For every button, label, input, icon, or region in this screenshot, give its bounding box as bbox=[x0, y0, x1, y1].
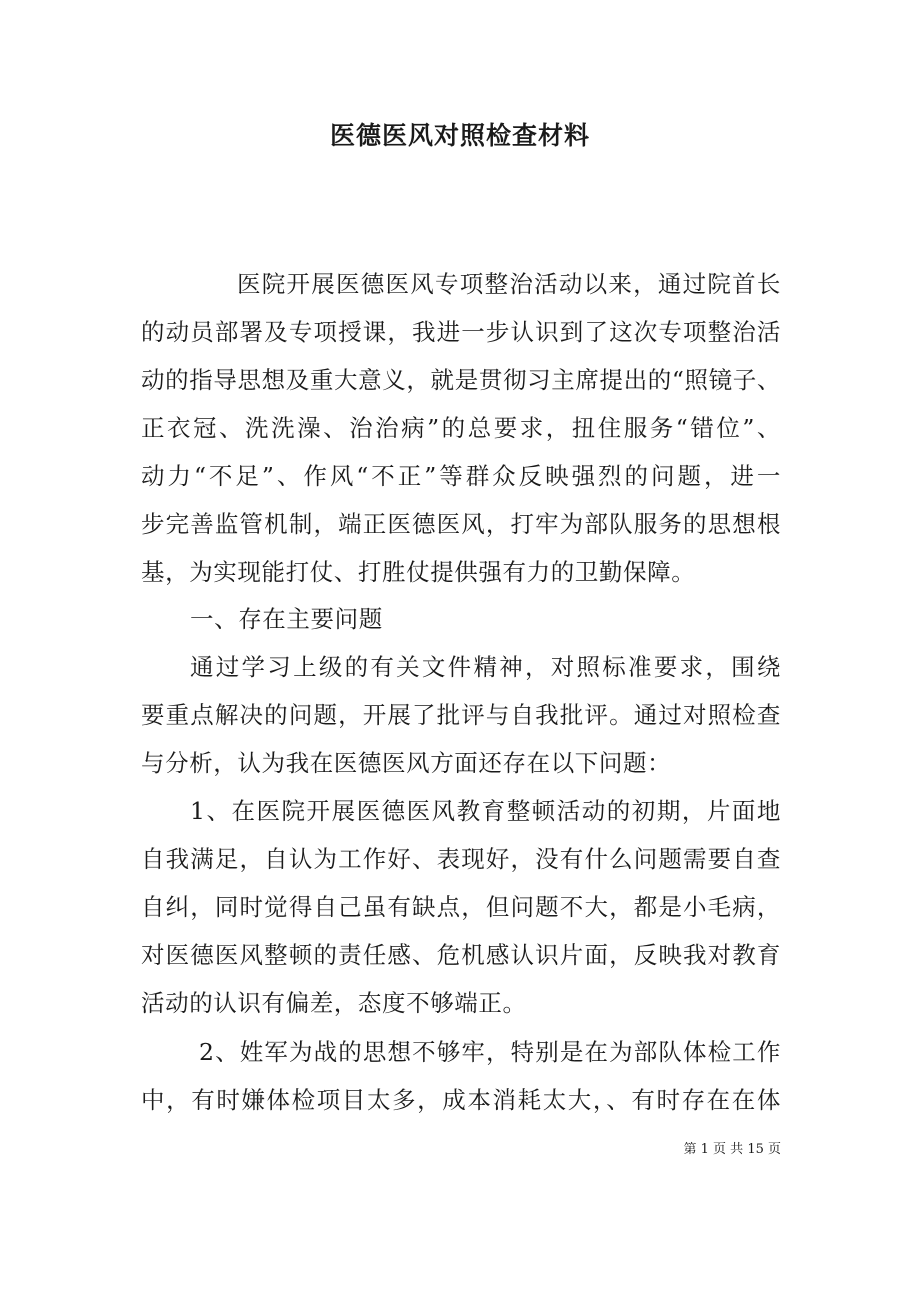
paragraph-line: 的动员部署及专项授课，我进一步认识到了这次专项整治活 bbox=[141, 318, 781, 346]
paragraph-line: 与分析，认为我在医德医风方面还存在以下问题： bbox=[141, 749, 672, 777]
paragraph-line: 自我满足，自认为工作好、表现好，没有什么问题需要自查 bbox=[141, 845, 781, 873]
paragraph-line: 中，有时嫌体检项目太多，成本消耗太大，、有时存在在体 bbox=[141, 1086, 781, 1114]
paragraph-line: 对医德医风整顿的责任感、危机感认识片面，反映我对教育 bbox=[141, 941, 781, 969]
paragraph-line: 基，为实现能打仗、打胜仗提供强有力的卫勤保障。 bbox=[141, 558, 696, 586]
paragraph-line: 活动的认识有偏差，态度不够端正。 bbox=[141, 989, 527, 1017]
paragraph-line: 要重点解决的问题，开展了批评与自我批评。通过对照检查 bbox=[141, 701, 781, 729]
paragraph-line: 医院开展医德医风专项整治活动以来，通过院首长 bbox=[237, 270, 781, 298]
page-footer: 第 1 页 共 15 页 bbox=[683, 1142, 781, 1157]
paragraph-line: 自纠，同时觉得自己虽有缺点，但问题不大，都是小毛病， bbox=[141, 893, 781, 921]
paragraph-line: 动力“不足”、作风“不正”等群众反映强烈的问题，进一 bbox=[141, 462, 781, 490]
paragraph-line: 步完善监管机制，端正医德医风，打牢为部队服务的思想根 bbox=[141, 510, 781, 538]
paragraph-line: 2、姓军为战的思想不够牢，特别是在为部队体检工作 bbox=[199, 1038, 781, 1066]
paragraph-line: 1、在医院开展医德医风教育整顿活动的初期，片面地 bbox=[190, 797, 781, 825]
paragraph-line: 通过学习上级的有关文件精神，对照标准要求，围绕 bbox=[190, 653, 781, 681]
paragraph-line: 动的指导思想及重大意义，就是贯彻习主席提出的“照镜子、 bbox=[141, 366, 781, 394]
paragraph-line: 正衣冠、洗洗澡、治治病”的总要求，扭住服务“错位”、 bbox=[141, 414, 781, 442]
section-heading: 一、存在主要问题 bbox=[190, 605, 383, 633]
document-title: 医德医风对照检查材料 bbox=[329, 121, 590, 150]
